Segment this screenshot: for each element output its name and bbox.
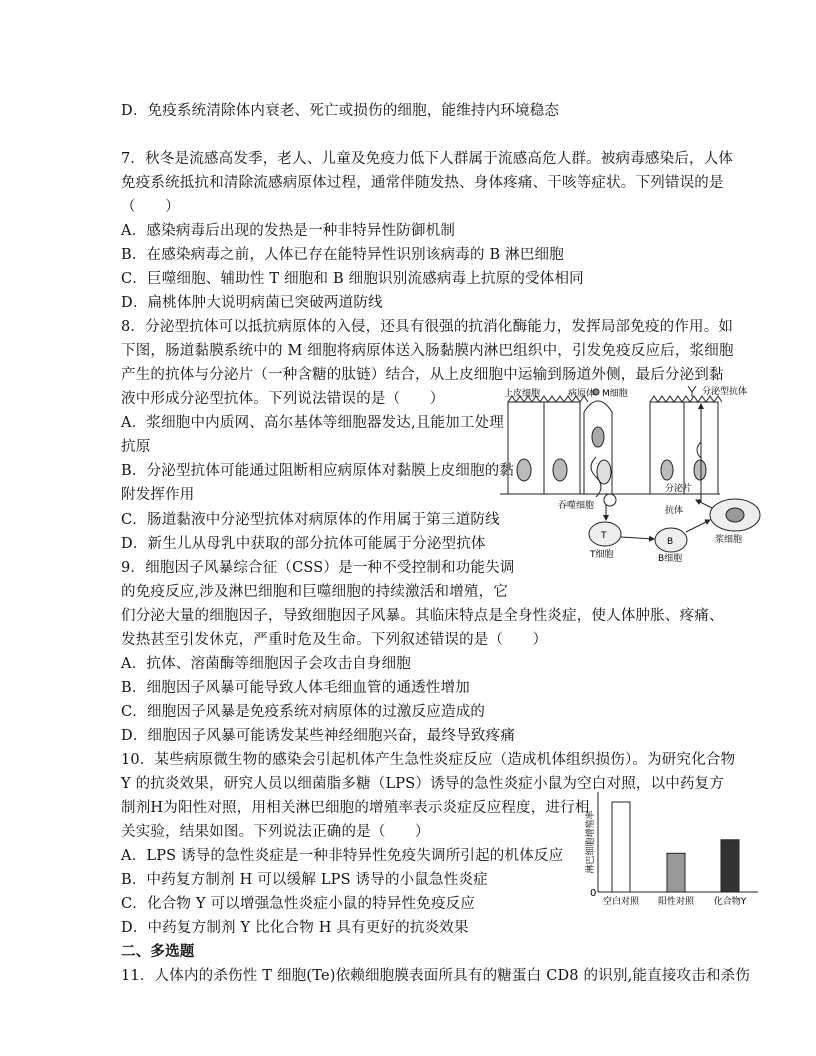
text-line: 7．秋冬是流感高发季，老人、儿童及免疫力低下人群属于流感高危人群。被病毒感染后，人体 <box>121 151 734 167</box>
text-line: D．新生儿从母乳中获取的部分抗体可能属于分泌型抗体 <box>121 536 486 552</box>
text-line: 的免疫反应,涉及淋巴细胞和巨噬细胞的持续激活和增殖，它 <box>121 584 509 600</box>
x-tick-label: 空白对照 <box>602 897 640 907</box>
text-line: 下图，肠道黏膜系统中的 M 细胞将病原体送入肠黏膜内淋巴组织中，引发免疫反应后，浆细胞 <box>121 343 734 359</box>
label-phagocyte: 吞噬细胞 <box>558 501 595 511</box>
text-line: （ ） <box>121 199 180 215</box>
b-cell-letter: B <box>667 537 674 547</box>
text-line: A．LPS 诱导的急性炎症是一种非特异性免疫失调所引起的机体反应 <box>121 848 564 864</box>
text-line: 11．人体内的杀伤性 T 细胞(Te)依赖细胞膜表面所具有的糖蛋白 CD8 的识别,能直接攻击和杀伤 <box>121 968 751 984</box>
text-line: 产生的抗体与分泌片（一种含糖的肽链）结合，从上皮细胞中运输到肠道外侧，最后分泌到黏 <box>121 367 724 383</box>
text-line: A．浆细胞中内质网、高尔基体等细胞器发达,且能加工处理 <box>121 415 504 431</box>
label-m-cell: M细胞 <box>602 389 628 399</box>
text-line: D．细胞因子风暴可能诱发某些神经细胞兴奋，最终导致疼痛 <box>121 728 516 744</box>
bar-1 <box>667 853 685 892</box>
text-line: 免疫系统抵抗和清除流感病原体过程，通常伴随发热、身体疼痛、干咳等症状。下列错误的是 <box>121 175 724 191</box>
t-cell-letter: T <box>601 531 607 541</box>
text-line: C．巨噬细胞、辅助性 T 细胞和 B 细胞识别流感病毒上抗原的受体相同 <box>121 271 584 287</box>
text-line: 关实验，结果如图。下列说法正确的是（ ） <box>121 824 430 840</box>
text-line: B．在感染病毒之前，人体已存在能特异性识别该病毒的 B 淋巴细胞 <box>121 247 564 263</box>
label-t-cell: T细胞 <box>590 550 614 560</box>
text-line: D．中药复方制剂 Y 比化合物 H 具有更好的抗炎效果 <box>121 920 469 936</box>
text-line: D．扁桃体肿大说明病菌已突破两道防线 <box>121 295 383 311</box>
y-axis-label: 淋巴细胞增殖率 <box>586 810 596 874</box>
proliferation-bar-chart <box>584 780 764 910</box>
text-line: 10．某些病原微生物的感染会引起机体产生急性炎症反应（造成机体组织损伤）。为研究化合物 <box>121 752 736 768</box>
text-line: 液中形成分泌型抗体。下列说法错误的是（ ） <box>121 391 445 407</box>
text-line: B．分泌型抗体可能通过阻断相应病原体对黏膜上皮细胞的黏 <box>121 463 515 479</box>
label-b-cell: B细胞 <box>658 554 683 562</box>
text-line: A．感染病毒后出现的发热是一种非特异性防御机制 <box>121 223 456 239</box>
text-line: 9．细胞因子风暴综合征（CSS）是一种不受控制和功能失调 <box>121 560 515 576</box>
text-line: C．肠道黏液中分泌型抗体对病原体的作用属于第三道防线 <box>121 512 500 528</box>
intestinal-mucosa-diagram <box>500 382 775 562</box>
bar-2 <box>721 840 739 892</box>
text-line: B．中药复方制剂 H 可以缓解 LPS 诱导的小鼠急性炎症 <box>121 872 488 888</box>
text-line: Y 的抗炎效果，研究人员以细菌脂多糖（LPS）诱导的急性炎症小鼠为空白对照，以中药复方 <box>121 776 725 792</box>
text-line: A．抗体、溶菌酶等细胞因子会攻击自身细胞 <box>121 656 411 672</box>
text-line: 附发挥作用 <box>121 487 195 503</box>
text-line: 8．分泌型抗体可以抵抗病原体的入侵，还具有很强的抗消化酶能力，发挥局部免疫的作用。如 <box>121 319 734 335</box>
label-antibody: 抗体 <box>665 506 684 516</box>
label-pathogen: 病原体 <box>568 389 596 399</box>
label-plasma-cell: 浆细胞 <box>715 535 743 545</box>
text-line: 抗原 <box>121 439 151 455</box>
label-secretory-antibody: 分泌型抗体 <box>702 387 748 397</box>
text-line: B．细胞因子风暴可能导致人体毛细血管的通透性增加 <box>121 680 470 696</box>
label-secretory-piece: 分泌片 <box>665 484 693 494</box>
text-line: 制剂H为阳性对照，用相关淋巴细胞的增殖率表示炎症反应程度，进行相 <box>121 800 590 816</box>
text-line: 发热甚至引发休克，严重时危及生命。下列叙述错误的是（ ） <box>121 632 548 648</box>
label-epithelial: 上皮细胞 <box>504 389 541 399</box>
text-line: 二、多选题 <box>121 943 195 960</box>
text-line: D．免疫系统清除体内衰老、死亡或损伤的细胞，能维持内环境稳态 <box>121 103 560 119</box>
text-line: 们分泌大量的细胞因子，导致细胞因子风暴。其临床特点是全身性炎症，使人体肿胀、疼痛、 <box>121 608 724 624</box>
text-line: C．细胞因子风暴是免疫系统对病原体的过激反应造成的 <box>121 704 486 720</box>
origin-label: 0 <box>590 888 597 899</box>
x-tick-label: 化合物Y <box>713 897 747 907</box>
text-line: C．化合物 Y 可以增强急性炎症小鼠的特异性免疫反应 <box>121 896 476 912</box>
x-tick-label: 阳性对照 <box>657 897 695 907</box>
bar-0 <box>612 802 630 892</box>
